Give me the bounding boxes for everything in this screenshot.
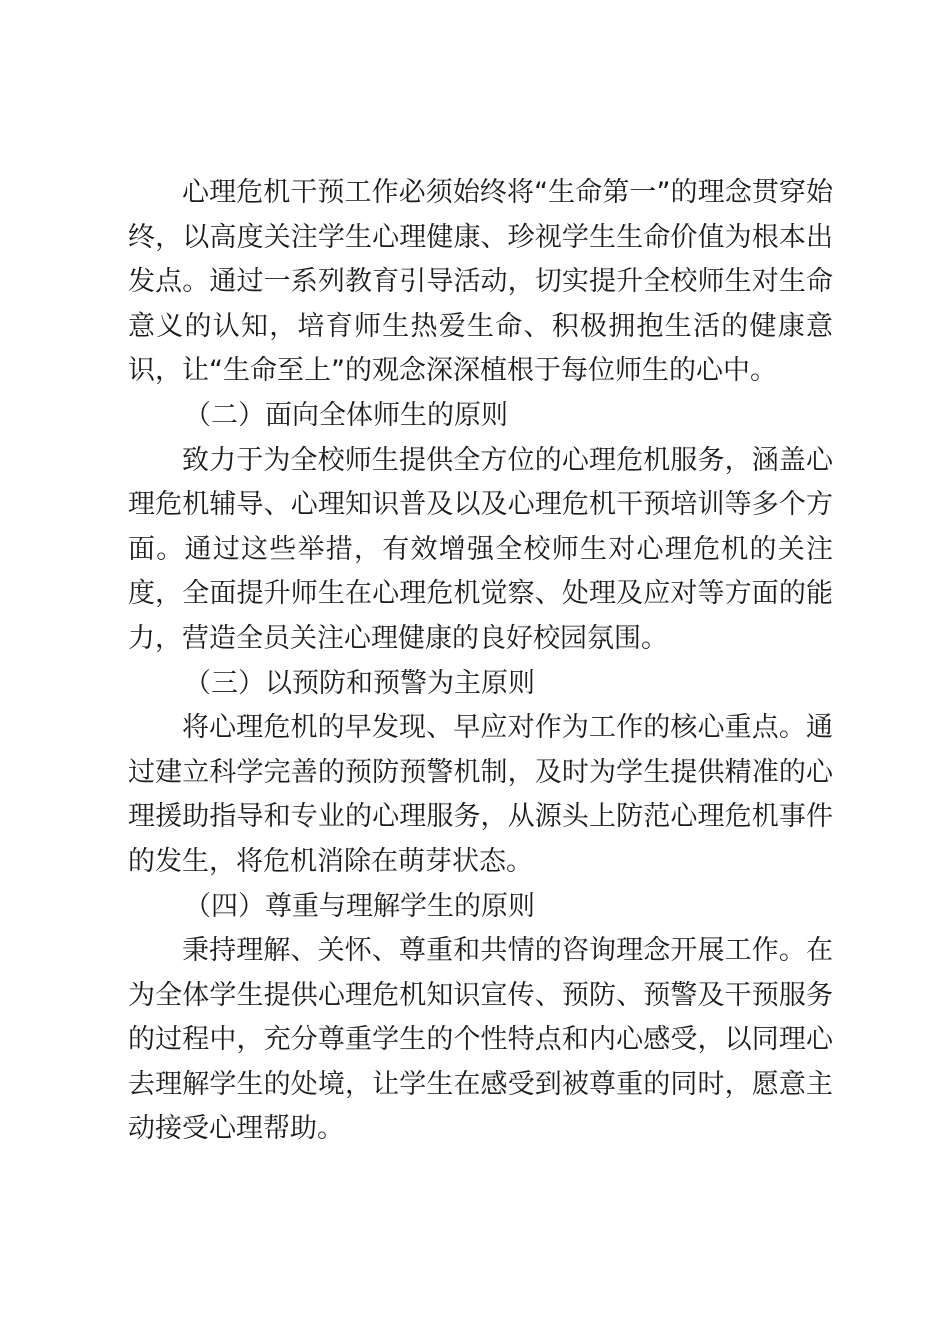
section-heading-prevention: （三）以预防和预警为主原则 — [184, 667, 535, 699]
section-heading-respect: （四）尊重与理解学生的原则 — [184, 890, 535, 922]
paragraph-life-first: 心理危机干预工作必须始终将“生命第一”的理念贯穿始终，以高度关注学生心理健康、珍视学生生命价值为根本出发点。通过一系列教育引导活动，切实提升全校师生对生命意义的认知，培育师生热爱生命、积极拥抱生活的健康意识，让“生命至上”的观念深深植根于每位师生的心中。 — [128, 177, 833, 387]
document-body — [128, 171, 833, 1152]
section-heading-all-staff: （二）面向全体师生的原则 — [184, 399, 508, 431]
paragraph-prevention: 将心理危机的早发现、早应对作为工作的核心重点。通过建立科学完善的预防预警机制，及时为学生提供精准的心理援助指导和专业的心理服务，从源头上防范心理危机事件的发生，将危机消除在萌芽状态。 — [128, 712, 833, 877]
paragraph-all-staff: 致力于为全校师生提供全方位的心理危机服务，涵盖心理危机辅导、心理知识普及以及心理危机干预培训等多个方面。通过这些举措，有效增强全校师生对心理危机的关注度，全面提升师生在心理危机觉察、处理及应对等方面的能力，营造全员关注心理健康的良好校园氛围。 — [128, 444, 833, 654]
paragraph-respect: 秉持理解、关怀、尊重和共情的咨询理念开展工作。在为全体学生提供心理危机知识宣传、预防、预警及干预服务的过程中，充分尊重学生的个性特点和内心感受，以同理心去理解学生的处境，让学生在感受到被尊重的同时，愿意主动接受心理帮助。 — [128, 935, 833, 1145]
